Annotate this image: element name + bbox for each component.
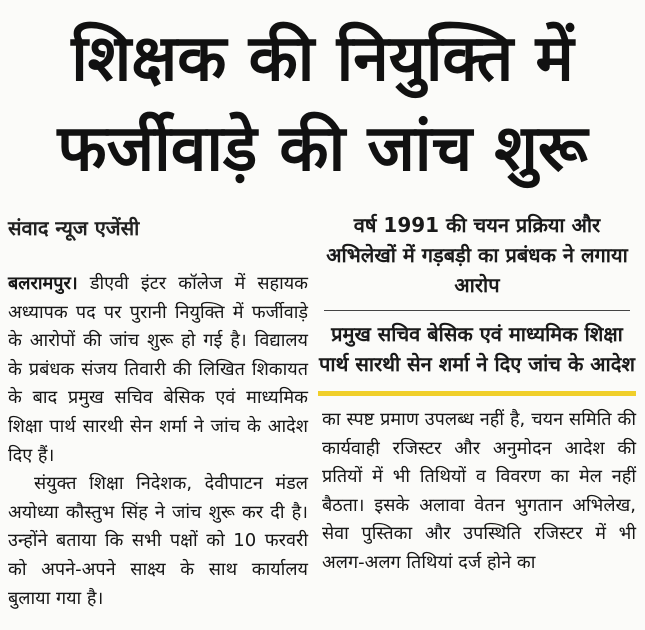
- paragraph-2: संयुक्त शिक्षा निदेशक, देवीपाटन मंडल अयोध्या कौस्तुभ सिंह ने जांच शुरू कर दी है। उन्होंने बताया कि सभी पक्षों को 10 फरवरी को अपने-अपने साक्ष्य के साथ कार्यालय बुलाया गया है।: [8, 473, 308, 609]
- right-column: [318, 210, 636, 578]
- top-cut-text-strip: [0, 0, 645, 10]
- dateline-place: बलरामपुर।: [8, 273, 78, 294]
- subheadline-1: वर्ष 1991 की चयन प्रक्रिया और अभिलेखों में गड़बड़ी का प्रबंधक ने लगाया आरोप: [326, 213, 628, 297]
- paragraph-1-text: डीएवी इंटर कॉलेज में सहायक अध्यापक पद पर पुरानी नियुक्ति में फर्जीवाड़े के आरोपों की जांच शुरू हो गई है। विद्यालय के प्रबंधक संजय तिवारी की लिखित शिकायत के बाद प्रमुख सचिव बेसिक एवं माध्यमिक शिक्षा पार्थ सारथी सेन शर्मा ने जांच के आदेश दिए हैं।: [8, 273, 308, 466]
- headline: [0, 14, 645, 194]
- paragraph-1: [8, 270, 308, 470]
- left-column: [8, 270, 308, 613]
- right-column-body: का स्पष्ट प्रमाण उपलब्ध नहीं है, चयन समिति की कार्यवाही रजिस्टर और अनुमोदन आदेश की प्रतियों में भी तिथियों व विवरण का मेल नहीं बैठता। इसके अलावा वेतन भुगतान अभिलेख, सेवा पुस्तिका और उपस्थिति रजिस्टर में भी अलग-अलग तिथियां दर्ज होने का: [322, 409, 636, 573]
- byline: संवाद न्यूज एजेंसी: [8, 216, 140, 240]
- subheadline-2: प्रमुख सचिव बेसिक एवं माध्यमिक शिक्षा पार्थ सारथी सेन शर्मा ने दिए जांच के आदेश: [319, 322, 635, 376]
- headline-line-2: फर्जीवाड़े की जांच शुरू: [57, 112, 588, 186]
- headline-line-1: शिक्षक की नियुक्ति में: [71, 22, 574, 96]
- divider-rule: [324, 310, 630, 311]
- yellow-accent-rule: [318, 391, 636, 396]
